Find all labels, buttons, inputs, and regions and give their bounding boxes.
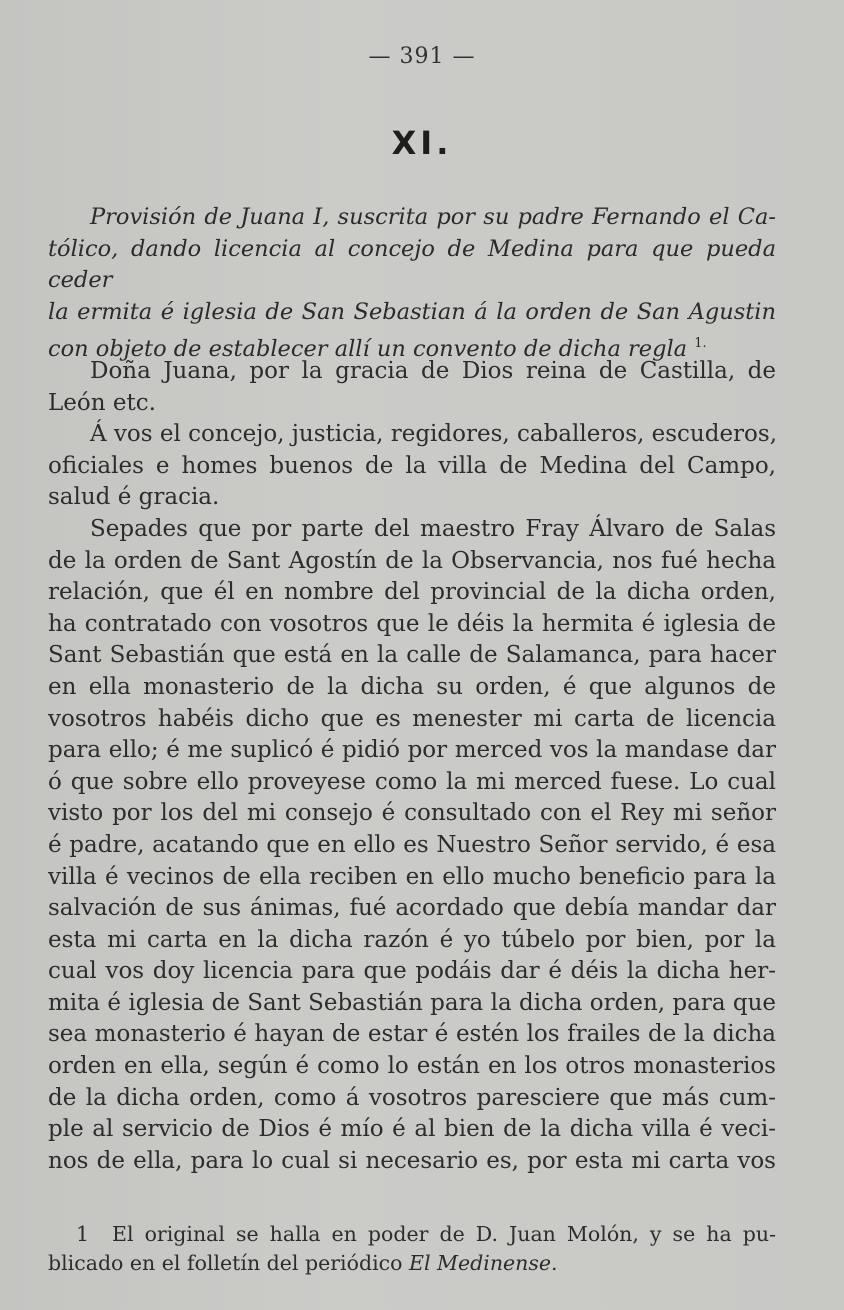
newspaper-title: El Medinense.: [408, 1250, 558, 1275]
body-line: visto por los del mi consejo é consultado con el Rey mi señor: [48, 800, 776, 827]
body-line: mita é iglesia de Sant Sebastián para la dicha orden, para que: [48, 989, 776, 1016]
body-line: de la orden de Sant Agostín de la Observancia, nos fué hecha: [48, 547, 776, 574]
body-line: vosotros habéis dicho que es menester mi carta de licencia: [48, 705, 776, 732]
footnote-text: El original se halla en poder de D. Juan Molón, y se ha pu-: [112, 1222, 776, 1246]
footnote-text: blicado en el folletín del periódico: [48, 1250, 403, 1275]
body-line: relación, que él en nombre del provincial de la dicha orden,: [48, 579, 776, 606]
heading-line: con objeto de establecer allí un convento de dicha regla: [48, 336, 688, 362]
body-line: Sepades que por parte del maestro Fray Álvaro de Salas: [90, 515, 776, 542]
footnote: [48, 1220, 776, 1277]
body-line: Doña Juana, por la gracia de Dios reina de Castilla, de: [90, 358, 776, 384]
document-heading: [48, 202, 776, 366]
body-line: en ella monasterio de la dicha su orden, é que algunos de: [48, 673, 776, 700]
body-line: ó que sobre ello proveyese como la mi merced fuese. Lo cual: [48, 768, 776, 795]
section-title: XI.: [391, 124, 453, 162]
body-line: esta mi carta en la dicha razón é yo túbelo por bien, por la: [48, 926, 776, 953]
footnote-mark: 1: [76, 1222, 90, 1246]
body-line: orden en ella, según é como lo están en los otros monasterios: [48, 1053, 776, 1080]
footnote-line: [48, 1220, 776, 1249]
body-line: Á vos el concejo, justicia, regidores, caballeros, escuderos,: [90, 421, 778, 448]
document-body: [48, 356, 776, 1177]
page-number: — 391 —: [368, 44, 476, 69]
footnote-line: [48, 1249, 776, 1278]
footnote-reference: 1.: [694, 336, 707, 351]
body-line: nos de ella, para lo cual si necesario es, por esta mi carta vos: [48, 1147, 776, 1174]
body-line: sea monasterio é hayan de estar é estén los frailes de la dicha: [48, 1021, 776, 1048]
body-line: oficiales e homes buenos de la villa de Medina del Campo,: [48, 452, 776, 479]
body-line: é padre, acatando que en ello es Nuestro Señor servido, é esa: [48, 831, 776, 858]
body-line: cual vos doy licencia para que podáis dar é déis la dicha her-: [48, 958, 776, 985]
body-line: villa é vecinos de ella reciben en ello mucho beneficio para la: [48, 863, 776, 890]
body-line: de la dicha orden, como á vosotros paresciere que más cum-: [48, 1084, 776, 1111]
body-line: ha contratado con vosotros que le déis la hermita é iglesia de: [48, 610, 776, 637]
body-line: León etc.: [48, 389, 156, 416]
body-line: Sant Sebastián que está en la calle de Salamanca, para hacer: [48, 642, 776, 669]
body-line: para ello; é me suplicó é pidió por merced vos la mandase dar: [48, 737, 776, 764]
heading-line: tólico, dando licencia al concejo de Medina para que pueda ceder: [48, 235, 776, 293]
body-line: salvación de sus ánimas, fué acordado que debía mandar dar: [48, 895, 776, 922]
body-line: ple al servicio de Dios é mío é al bien de la dicha villa é veci-: [48, 1116, 776, 1143]
body-line: salud é gracia.: [48, 484, 220, 511]
heading-line: Provisión de Juana I, suscrita por su padre Fernando el Ca-: [90, 204, 776, 230]
heading-line: la ermita é iglesia de San Sebastian á la orden de San Agustin: [48, 298, 776, 325]
